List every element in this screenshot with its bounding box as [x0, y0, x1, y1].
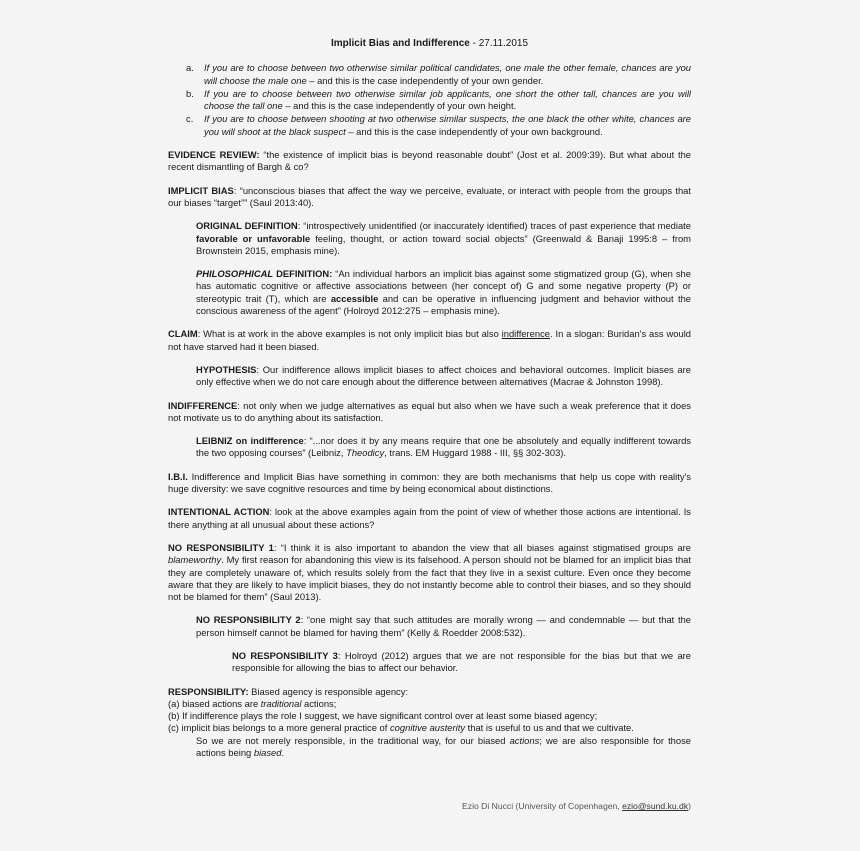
example-italic: If you are to choose between two otherwise similar job applicants, one short the other tall, chances are you will choose the tall one: [204, 87, 691, 112]
list-marker: b.: [186, 87, 194, 99]
title-date: - 27.11.2015: [469, 38, 529, 49]
list-marker: c.: [186, 113, 194, 125]
list-item: a. If you are to choose between two otherwise similar political candidates, one male the other female, chances are you will choose the male one – and this is the case independently of your own gender.: [168, 62, 691, 87]
indifference-definition: INDIFFERENCE: not only when we judge alternatives as equal but also when we have such a weak preference that it does not motivate us to do anything about its satisfaction.: [168, 399, 691, 423]
list-item: c. If you are to choose between shooting at two otherwise similar suspects, the one black the other white, chances are you will shoot at the black suspect – and this is the case independently of your own background.: [168, 113, 691, 138]
example-list: [168, 62, 691, 138]
responsibility-heading: RESPONSIBILITY: Biased agency is responsible agency:: [168, 685, 409, 697]
responsibility-conclusion: So we are not merely responsible, in the traditional way, for our biased actions; we are also responsible for those actions being biased.: [196, 734, 691, 759]
page-title: [168, 38, 691, 50]
leibniz-quote: LEIBNIZ on indifference: “...nor does it by any means require that one be absolutely and equally indifferent towards the two opposing courses” (Leibniz, Theodicy, trans. EM Huggard 1988 - III, §§ 302-303).: [196, 435, 691, 459]
author-footer: Ezio Di Nucci (University of Copenhagen, ezio@sund.ku.dk): [462, 801, 691, 811]
no-responsibility-2: NO RESPONSIBILITY 2: “one might say that such attitudes are morally wrong — and condemnable — but that the person himself cannot be blamed for having them” (Kelly & Roedder 2008:532).: [196, 614, 692, 638]
ibi-paragraph: I.B.I. Indifference and Implicit Bias have something in common: they are both mechanisms that help us cope with reality's huge diversity: we save cognitive resources and time by being economical about distinctions.: [168, 470, 691, 495]
implicit-bias-definition: IMPLICIT BIAS: “unconscious biases that affect the way we perceive, evaluate, or interact with people from the groups that our biases “target”” (Saul 2013:40).: [168, 184, 692, 208]
intentional-action: INTENTIONAL ACTION: look at the above examples again from the point of view of whether those actions are intentional. Is there anything at all unusual about these actions?: [168, 506, 691, 530]
responsibility-item-c: (c) implicit bias belongs to a more general practice of cognitive austerity that is useful to us and that we cultivate.: [168, 722, 634, 734]
philosophical-definition: PHILOSOPHICAL DEFINITION: “An individual harbors an implicit bias against some stigmatized group (G), when she has automatic cognitive or affective associations between (her concept of) G and some negative property (P) or stereotypic trait (T), which are accessible and can be operative in influencing judgment and behavior without the conscious awareness of the agent” (Holroyd 2012:275 – emphasis mine).: [196, 268, 691, 317]
hypothesis: HYPOTHESIS: Our indifference allows implicit biases to affect choices and behavioral outcomes. Implicit biases are only effective when we do not care enough about the difference between alternatives (Macrae & Johnston 1998).: [196, 363, 691, 388]
list-marker: a.: [186, 62, 194, 74]
list-item: b. If you are to choose between two otherwise similar job applicants, one short the other tall, chances are you will choose the tall one – and this is the case independently of your own height.: [168, 88, 691, 113]
responsibility-item-b: (b) If indifference plays the role I suggest, we have significant control over at least some biased agency;: [168, 710, 598, 722]
handout-body: [168, 38, 691, 759]
responsibility-item-a: (a) biased actions are traditional actions;: [168, 697, 337, 709]
title-main: Implicit Bias and Indifference: [330, 38, 470, 49]
responsibility-section: [168, 686, 691, 760]
no-responsibility-1: NO RESPONSIBILITY 1: “I think it is also important to abandon the view that all biases against stigmatised groups are blameworthy. My first reason for abandoning this view is its falsehood. A person should not be blamed for an implicit bias that they are completely unaware of, which results solely from the fact that they live in a sexist culture. Even once they become aware that they are likely to have implicit biases, they do not instantly become able to control their biases, and so they should not be blamed for them” (Saul 2013).: [168, 541, 691, 603]
no-responsibility-3: NO RESPONSIBILITY 3: Holroyd (2012) argues that we are not responsible for the bias but that we are responsible for allowing the bias to affect our behavior.: [232, 649, 691, 674]
evidence-review: EVIDENCE REVIEW: “the existence of implicit bias is beyond reasonable doubt” (Jost et al. 2009:39). But what about the recent dismantling of Bargh & co?: [168, 149, 691, 173]
example-italic: If you are to choose between two otherwise similar political candidates, one male the other female, chances are you will choose the male one: [204, 62, 691, 86]
author-email-link[interactable]: ezio@sund.ku.dk: [622, 801, 689, 811]
claim: CLAIM: What is at work in the above examples is not only implicit bias but also indifference. In a slogan: Buridan's ass would not have starved had it been biased.: [168, 328, 691, 352]
original-definition: ORIGINAL DEFINITION: “introspectively unidentified (or inaccurately identified) traces of past experience that mediate favorable or unfavorable feeling, thought, or action toward social objects” (Greenwald & Banaji 1995:8 – from Brownstein 2015, emphasis mine).: [196, 220, 691, 256]
example-italic: If you are to choose between shooting at two otherwise similar suspects, the one black the other white, chances are you will shoot at the black suspect: [204, 113, 691, 137]
